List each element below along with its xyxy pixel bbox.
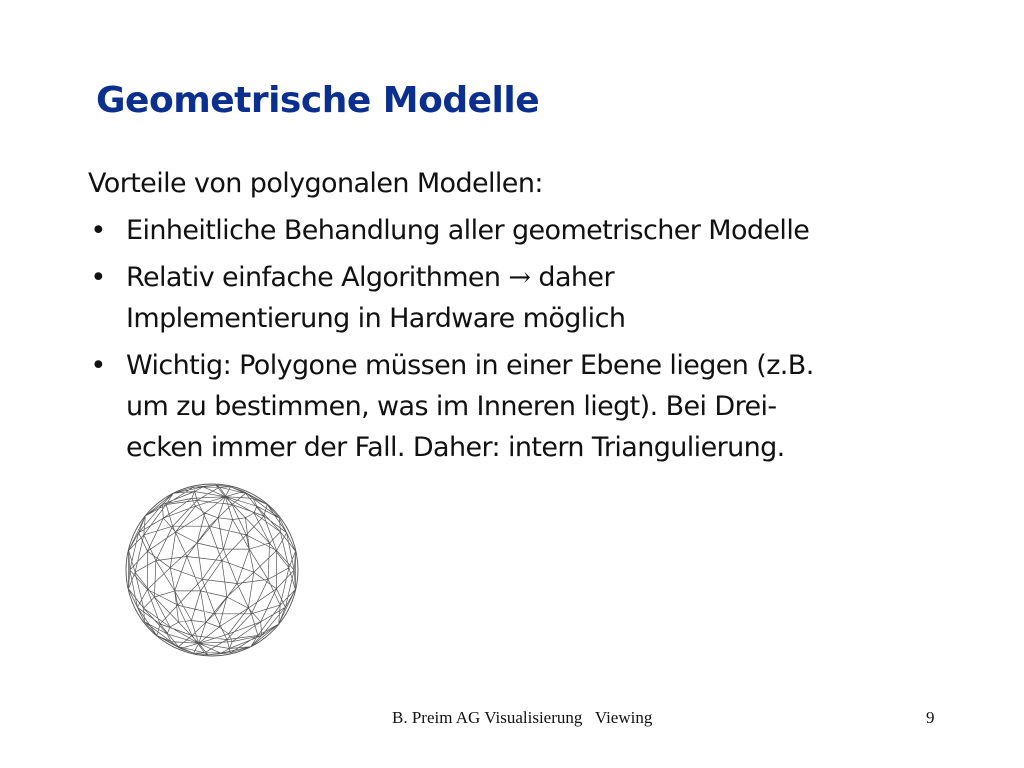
intro-text: Vorteile von polygonalen Modellen: bbox=[88, 168, 543, 199]
bullet-text: Relativ einfache Algorithmen bbox=[126, 262, 509, 293]
bullet-line: Einheitliche Behandlung aller geometrischer Modelle bbox=[126, 215, 810, 246]
bullet-line: Wichtig: Polygone müssen in einer Ebene liegen (z.B. bbox=[126, 350, 814, 381]
page-number: 9 bbox=[926, 708, 935, 727]
bullet-line: um zu bestimmen, was im Inneren liegt). Bei Drei- bbox=[126, 391, 777, 422]
sphere-wireframe-mesh bbox=[129, 485, 296, 655]
bullet-item bbox=[88, 210, 968, 251]
bullet-marker: • bbox=[90, 262, 106, 293]
bullet-item bbox=[88, 257, 968, 339]
slide-title: Geometrische Modelle bbox=[96, 80, 540, 121]
bullet-marker: • bbox=[90, 215, 106, 246]
bullet-line: ecken immer der Fall. Daher: intern Triangulierung. bbox=[126, 432, 785, 463]
bullet-item bbox=[88, 345, 968, 468]
bullet-line bbox=[126, 257, 968, 298]
wireframe-sphere-icon bbox=[122, 480, 302, 660]
right-arrow-icon: → bbox=[508, 262, 531, 293]
bullet-line: Implementierung in Hardware möglich bbox=[126, 303, 626, 334]
bullet-text: daher bbox=[530, 262, 614, 293]
bullet-marker: • bbox=[90, 350, 106, 381]
bullet-list bbox=[88, 210, 968, 474]
footer-text: B. Preim AG Visualisierung Viewing bbox=[392, 708, 653, 727]
